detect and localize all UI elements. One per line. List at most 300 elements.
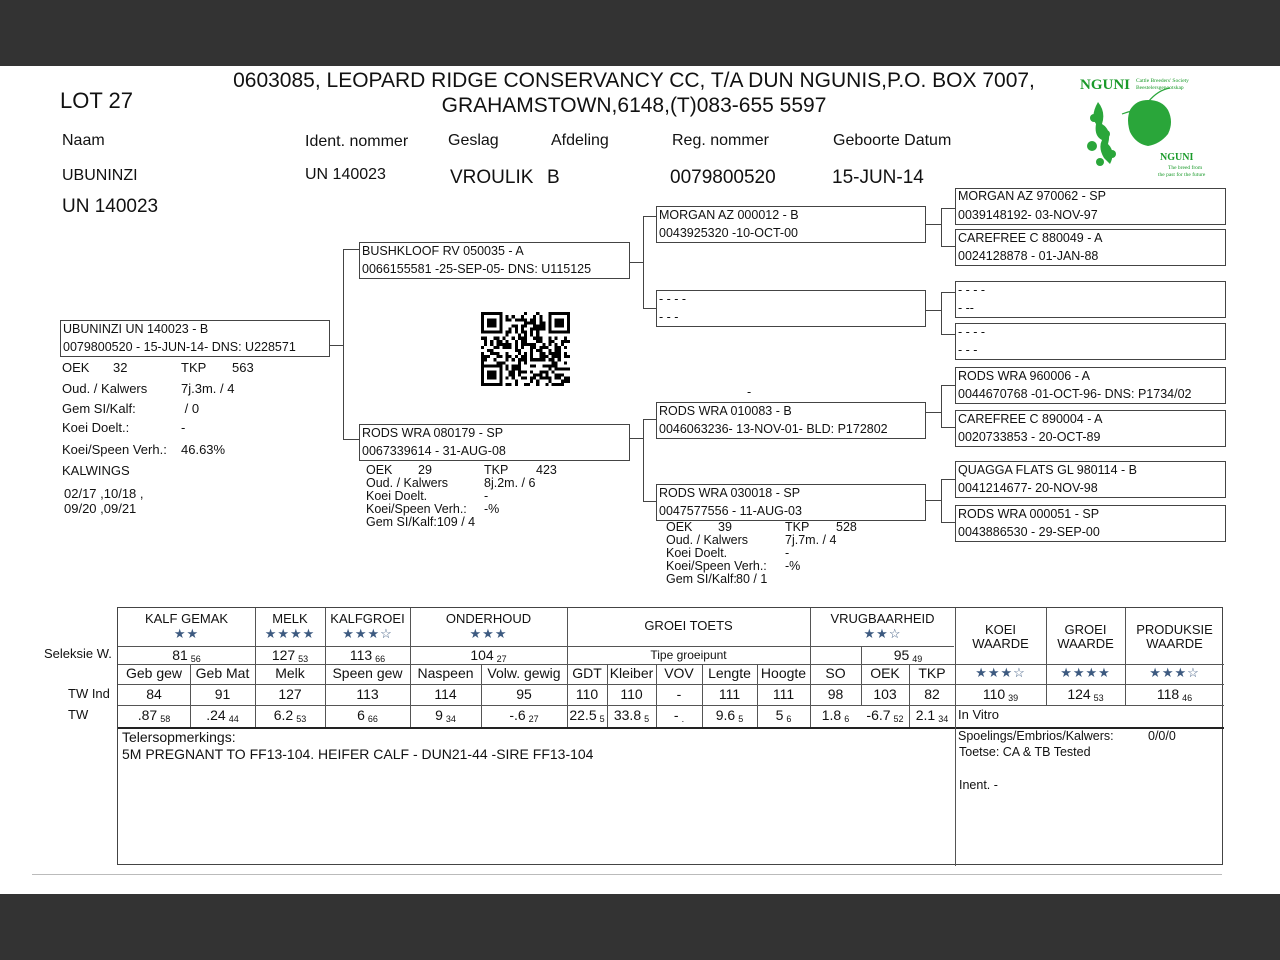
qr-module [515,364,518,367]
group-title-line1: PRODUKSIE [1136,622,1213,637]
star-rating: ★★★ [469,626,508,641]
connector [941,246,956,247]
qr-module [539,321,542,324]
qr-module [549,377,552,380]
tw-cell [810,707,861,724]
remarks-label: Telersopmerkings: [122,729,236,745]
animal-reg: 0079800520 [670,167,776,188]
dam-tkp-label: TKP [484,463,509,477]
group-melk [255,611,325,641]
connector [343,249,344,439]
accuracy: 53 [296,714,307,724]
qr-module [539,355,542,358]
qr-module [515,346,518,349]
qr-module [509,331,512,334]
qr-module [481,358,484,361]
nguni-logo [1078,74,1218,180]
qr-module [506,358,509,361]
value-produksie-waarde [1125,686,1224,703]
qr-module [521,370,524,373]
qr-module [539,358,542,361]
tw-ind-value: 103 [873,686,897,702]
in-vitro-label: In Vitro [958,707,999,722]
tw-value: 9.6 [715,707,736,723]
qr-module [542,321,545,324]
selection-onderhoud [410,647,567,664]
qr-module [539,352,542,355]
star-rating: ★★☆ [863,626,902,641]
qr-module [555,352,558,355]
group-title-line2: WAARDE [1057,636,1114,651]
connector [343,439,360,440]
dds-reg: 0041214677- 20-NOV-98 [958,481,1098,495]
qr-module [515,343,518,346]
dd-doelt-label: Koei Doelt. [666,546,728,560]
tw-cell [190,707,255,724]
nguni-logo-graphic [1078,74,1218,180]
dd-tkp-value: 528 [836,520,857,534]
dsd-reg: 0020733853 - 20-OCT-89 [958,430,1101,444]
connector [643,419,657,420]
qr-module [518,358,521,361]
tw-value: 6 [357,707,365,723]
qr-module [558,367,561,370]
dam-verh-label: Koei/Speen Verh.: [366,502,467,516]
tw-value: - [673,707,679,723]
qr-module [506,364,509,367]
qr-module [506,355,509,358]
qr-module [524,337,527,340]
qr-module [518,367,521,370]
svg-text:the past for the future: the past for the future [1158,172,1206,178]
subject-tkp-value: 563 [232,360,254,375]
qr-module [549,337,552,340]
qr-module [530,331,533,334]
qr-module [536,324,539,327]
dds-name: QUAGGA FLATS GL 980114 - B [958,463,1138,477]
tw-cell [567,707,607,724]
accuracy: 6 [786,714,792,724]
qr-module [567,355,570,358]
dam-doelt-label: Koei Doelt. [366,489,428,503]
qr-module [530,321,533,324]
trait-name: GDT [572,665,602,681]
index-value: 118 [1156,686,1180,702]
qr-module [512,315,515,318]
accuracy: 27 [528,714,539,724]
dd-verh-value: -% [785,559,801,573]
svg-text:Beestelersgenootskap: Beestelersgenootskap [1136,85,1184,91]
qr-module [521,324,524,327]
row-label-selection: Seleksie W. [44,646,112,661]
trait-name: Volw. gewig [487,665,561,681]
tests: Toetse: CA & TB Tested [959,745,1091,759]
dam-oek-label: OEK [366,463,393,477]
accuracy: 53 [1093,693,1104,703]
selection-kalfgroei [325,647,410,664]
subject-verh-label: Koei/Speen Verh.: [62,442,167,457]
qr-module [564,340,567,343]
connector [643,501,657,502]
ddd-name: RODS WRA 000051 - SP [958,507,1100,521]
tw-ind-cell [410,686,481,702]
accuracy: 5 [644,714,650,724]
accuracy: 6 [844,714,850,724]
tw-value: 1.8 [821,707,842,723]
qr-module [515,349,518,352]
qr-module [539,324,542,327]
qr-module [564,361,567,364]
qr-module [552,358,555,361]
sire-name: BUSHKLOOF RV 050035 - A [362,244,524,258]
qr-module [521,318,524,321]
qr-module [521,343,524,346]
tw-ind-value: 111 [772,686,795,702]
group-title: VRUGBAARHEID [830,611,935,626]
qr-module [484,358,487,361]
qr-module [564,352,567,355]
connector [941,385,956,386]
tw-value: -.6 [509,707,526,723]
dam-name: RODS WRA 080179 - SP [362,426,504,440]
tw-ind-cell [656,686,702,702]
sire-reg: 0066155581 -25-SEP-05- DNS: U115125 [362,262,592,276]
tw-cell [607,707,656,724]
accuracy: 53 [298,654,309,664]
qr-module [521,346,524,349]
qr-module [555,337,558,340]
qr-module [484,340,487,343]
qr-module [527,343,530,346]
qr-module [539,318,542,321]
qr-module [490,352,493,355]
qr-module [521,355,524,358]
qr-module [542,370,545,373]
trait-header [861,665,909,681]
qr-code [481,312,570,386]
ds-name: RODS WRA 010083 - B [659,404,792,418]
tw-ind-cell [567,686,607,702]
connector [941,208,942,246]
qr-module [558,358,561,361]
qr-module [515,380,518,383]
tw-ind-value: 111 [718,686,741,702]
connector [941,479,956,480]
qr-module [527,321,530,324]
qr-module [509,346,512,349]
animal-dob: 15-JUN-14 [832,167,924,188]
qr-module [521,358,524,361]
qr-module [515,324,518,327]
trait-header [118,665,190,681]
qr-module [496,343,499,346]
sds-name: - - - - [958,283,986,297]
accuracy: 44 [228,714,239,724]
svg-text:NGUNI: NGUNI [1160,152,1194,163]
qr-module [518,318,521,321]
accuracy: 34 [938,714,949,724]
tw-ind-value: 110 [575,686,599,702]
qr-module [533,377,536,380]
connector [343,249,360,250]
qr-module [506,346,509,349]
accuracy: 34 [445,714,456,724]
dd-age-label: Oud. / Kalwers [666,533,748,547]
pedigree-ddd [955,505,1226,542]
pedigree-dss [955,367,1226,404]
pedigree-dds [955,461,1226,498]
subject-doelt-label: Koei Doelt.: [62,420,130,435]
qr-module [496,355,499,358]
qr-module [542,343,545,346]
qr-module [509,328,512,331]
qr-module [530,352,533,355]
dd-tkp-label: TKP [785,520,810,534]
trait-header [656,665,702,681]
qr-module [536,358,539,361]
qr-module [506,352,509,355]
qr-module [484,337,487,340]
qr-module [530,346,533,349]
selection-value: 104 [470,647,494,663]
qr-module [509,374,512,377]
trait-header [567,665,607,681]
tw-cell [757,707,810,724]
qr-module [506,367,509,370]
qr-module [496,340,499,343]
qr-module [512,374,515,377]
svg-text:The breed from: The breed from [1168,165,1203,171]
qr-module [555,343,558,346]
accuracy: 66 [367,714,378,724]
qr-module [524,312,527,315]
sdd-reg: - - - [958,343,978,357]
connector [941,292,956,293]
qr-module [496,352,499,355]
subject-gem-label: Gem SI/Kalf: [62,401,136,416]
qr-module [518,349,521,352]
connector [941,334,956,335]
qr-module [490,349,493,352]
qr-module [555,374,558,377]
qr-module [545,364,548,367]
tw-ind-cell [861,686,909,702]
tw-ind-cell [190,686,255,702]
qr-module [524,334,527,337]
qr-module [502,337,505,340]
qr-module [506,377,509,380]
qr-module [509,370,512,373]
qr-module [515,383,518,386]
pedigree-dsd [955,410,1226,447]
qr-module [545,374,548,377]
tw-ind-value: 91 [214,686,231,702]
connector [630,262,643,263]
group-onderhoud [410,611,567,641]
qr-module [549,343,552,346]
tw-value: 2.1 [915,707,936,723]
pedigree-sire [359,242,630,279]
tw-ind-cell [118,686,190,702]
qr-module [542,358,545,361]
qr-module [493,346,496,349]
qr-module [555,355,558,358]
breeder-line-1: 0603085, LEOPARD RIDGE CONSERVANCY CC, T/A DUN NGUNIS,P.O. BOX 7007, [233,69,1035,92]
qr-module [542,346,545,349]
qr-module [567,377,570,380]
qr-module [539,340,542,343]
dd-age-value: 7j.7m. / 4 [785,533,837,547]
tw-cell [656,707,702,724]
qr-module [552,364,555,367]
connector [941,427,956,428]
tw-value: 33.8 [613,707,642,723]
qr-module [536,349,539,352]
qr-module [536,331,539,334]
qr-module [539,328,542,331]
pedigree-certificate [0,66,1280,894]
tw-ind-cell [702,686,757,702]
dsd-name: CAREFREE C 890004 - A [958,412,1103,426]
qr-module [549,380,552,383]
qr-module [533,358,536,361]
qr-module [524,355,527,358]
tw-ind-value: 127 [278,686,302,702]
qr-module [530,380,533,383]
qr-module [536,380,539,383]
group-vrugbaarheid [810,611,955,641]
qr-module [545,346,548,349]
trait-header [325,665,410,681]
dd-doelt-value: - [785,546,790,560]
ss-name: MORGAN AZ 000012 - B [659,208,799,222]
qr-module [539,370,542,373]
pedigree-subject [60,320,330,357]
qr-module [555,383,558,386]
row-label-tw: TW [68,707,89,722]
trait-header [410,665,481,681]
subject-tkp-label: TKP [181,360,207,375]
accuracy: . [681,714,685,724]
qr-module [518,361,521,364]
qr-module [533,337,536,340]
qr-module [515,340,518,343]
tw-value: .24 [206,707,226,723]
qr-module [481,337,484,340]
qr-module [524,358,527,361]
qr-module [530,318,533,321]
qr-module [567,380,570,383]
tw-cell [410,707,481,724]
subject-oek-label: OEK [62,360,90,375]
accuracy: 56 [190,654,201,664]
connector [941,522,956,523]
qr-module [487,355,490,358]
grid-line [955,727,956,866]
selection-kalf-gemak [118,647,255,664]
qr-module [549,358,552,361]
star-rating: ★★★☆ [342,626,393,641]
pedigree-sss [955,188,1226,225]
qr-module [536,334,539,337]
dam-reg: 0067339614 - 31-AUG-08 [362,444,506,458]
trait-name: Geb gew [125,665,183,681]
trait-name: Melk [275,665,305,681]
qr-module [518,334,521,337]
tw-ind-cell [481,686,567,702]
qr-module [552,383,555,386]
star-rating: ★★★★ [264,626,316,641]
dd-gem-label: Gem SI/Kalf: [666,572,737,586]
qr-module [524,318,527,321]
trait-header [481,665,567,681]
qr-module [524,324,527,327]
tw-ind-cell [757,686,810,702]
qr-module [496,361,499,364]
accuracy: 27 [496,654,507,664]
tw-ind-cell [607,686,656,702]
accuracy: 39 [1008,693,1019,703]
value-koei-waarde [955,686,1046,703]
qr-module [509,343,512,346]
connector [926,310,941,311]
group-title: ONDERHOUD [445,611,532,626]
qr-module [533,374,536,377]
calvings-dates [64,486,144,516]
group-title-line2: WAARDE [972,636,1029,651]
dd-name: RODS WRA 030018 - SP [659,486,801,500]
accuracy: 49 [912,654,923,664]
tw-value: 5 [775,707,784,723]
dam-doelt-value: - [484,489,489,503]
qr-module [561,383,564,386]
trait-header [255,665,325,681]
qr-module [549,340,552,343]
tw-ind-value: - [676,686,682,702]
qr-module [555,377,558,380]
animal-ident: UN 140023 [305,166,386,183]
qr-module [545,355,548,358]
qr-module [561,340,564,343]
qr-module [499,355,502,358]
star-rating: ★★★☆ [1149,665,1200,680]
breeder-info [214,68,1054,118]
qr-module [518,370,521,373]
tw-ind-value: 95 [516,686,532,702]
qr-module [564,346,567,349]
tw-ind-value: 84 [146,686,162,702]
connector [926,224,941,225]
qr-module [555,364,558,367]
row-label-tw-ind: TW Ind [68,686,110,701]
qr-module [533,343,536,346]
group-groei-toets: GROEI TOETS [644,618,733,633]
qr-module [512,358,515,361]
qr-module [484,343,487,346]
qr-module [564,337,567,340]
qr-module [515,355,518,358]
breeder-line-2: GRAHAMSTOWN,6148,(T)083-655 5597 [441,94,827,117]
qr-module [555,361,558,364]
label-name: Naam [62,132,105,149]
remarks-text: 5M PREGNANT TO FF13-104. HEIFER CALF - DUN21-44 -SIRE FF13-104 [122,746,594,762]
dd-oek-label: OEK [666,520,693,534]
qr-module [515,318,518,321]
qr-module [506,315,509,318]
tw-cell [325,707,410,724]
qr-module [552,370,555,373]
qr-module [524,321,527,324]
